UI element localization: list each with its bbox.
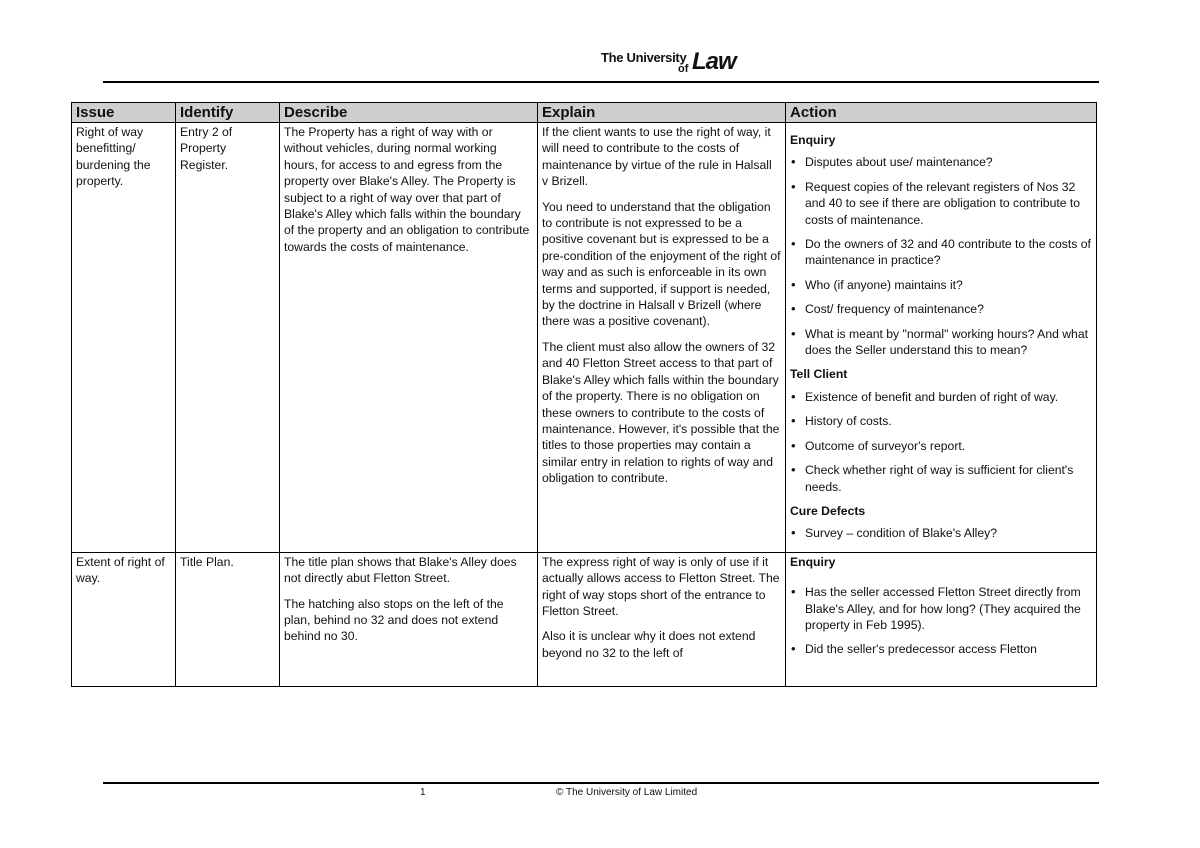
header-describe: Describe	[280, 103, 538, 123]
page-number: 1	[420, 787, 426, 798]
list-item: • Disputes about use/ maintenance?	[790, 154, 1092, 170]
row2-explain-para: Also it is unclear why it does not extend beyond no 32 to the left of	[542, 629, 756, 660]
header-identify: Identify	[176, 103, 280, 123]
logo-line3: Law	[692, 48, 736, 75]
list-item: • Do the owners of 32 and 40 contribute to the costs of maintenance in practice?	[790, 236, 1092, 269]
table-header-row	[72, 103, 1097, 123]
logo-line2: of	[678, 63, 689, 75]
logo-line1: The University	[601, 50, 687, 65]
list-item: • Existence of benefit and burden of right of way.	[790, 389, 1092, 405]
row2-identify: Title Plan.	[176, 552, 280, 686]
cure-defects-heading: Cure Defects	[790, 503, 866, 518]
enquiry-heading: Enquiry	[790, 554, 836, 569]
cure-defects-list	[790, 525, 1092, 541]
header-issue: Issue	[72, 103, 176, 123]
row2-describe-para: The title plan shows that Blake's Alley does not directly abut Fletton Street.	[284, 554, 517, 586]
copyright-notice: © The University of Law Limited	[556, 787, 698, 798]
row1-explain-para: You need to understand that the obligation to contribute is not expressed to be a positive covenant but is expressed to be a pre-condition of the enjoyment of the right of way and as such is enforceable in its own terms and supported, if support is needed, by the doctrine in Halsall v Brizell (where there was a positive covenant).	[542, 199, 781, 329]
row1-explain-para: If the client wants to use the right of way, it will need to contribute to the costs of maintenance by virtue of the rule in Halsall v Brizell.	[542, 125, 772, 189]
row2-describe-para: The hatching also stops on the left of the plan, behind no 32 and does not extend behind no 30.	[284, 596, 504, 644]
header-explain: Explain	[538, 103, 786, 123]
tell-client-list	[790, 389, 1092, 495]
table-row	[72, 123, 1097, 553]
enquiry-heading: Enquiry	[790, 133, 836, 147]
list-item: • History of costs.	[790, 413, 1092, 429]
analysis-table	[71, 102, 1097, 687]
list-item: • Who (if anyone) maintains it?	[790, 277, 1092, 293]
header-rule	[103, 81, 1099, 83]
list-item: • What is meant by "normal" working hours? And what does the Seller understand this to mean?	[790, 326, 1092, 359]
list-item: • Did the seller's predecessor access Fletton	[790, 641, 1092, 657]
tell-client-heading: Tell Client	[790, 367, 848, 382]
enquiry-list	[790, 154, 1092, 358]
row1-explain-para: The client must also allow the owners of 32 and 40 Fletton Street access to that part of Blake's Alley which falls within the boundary of the property. There is no obligation on these owners to contribute to the costs of maintenance. However, it's possible that the titles to those properties may contain a similar entry in relation to rights of way and obligation to contribute.	[542, 339, 780, 486]
row1-explain	[538, 123, 786, 553]
row1-describe: The Property has a right of way with or without vehicles, during normal working hours, for access to and egress from the property over Blake's Alley. The Property is subject to a right of way over that part of Blake's Alley which falls within the boundary of the property and an obligation to contribute towards the costs of maintenance.	[280, 123, 538, 553]
row1-identify: Entry 2 of Property Register.	[176, 123, 280, 553]
table-row	[72, 552, 1097, 686]
header-action: Action	[786, 103, 1097, 123]
row2-action	[786, 552, 1097, 686]
row1-action	[786, 123, 1097, 553]
row1-issue: Right of way benefitting/ burdening the property.	[72, 123, 176, 553]
list-item: • Has the seller accessed Fletton Street directly from Blake's Alley, and for how long? (They acquired the property in Feb 1995).	[790, 584, 1092, 633]
row2-explain-para: The express right of way is only of use if it actually allows access to Fletton Street. The right of way stops short of the entrance to Fletton Street.	[542, 554, 780, 618]
row2-issue: Extent of right of way.	[72, 552, 176, 686]
footer-rule	[103, 782, 1099, 784]
university-logo	[598, 46, 748, 76]
enquiry-list	[790, 584, 1092, 658]
list-item: • Request copies of the relevant registers of Nos 32 and 40 to see if there are obligation to contribute to costs of maintenance.	[790, 179, 1092, 228]
row2-describe	[280, 552, 538, 686]
list-item: • Outcome of surveyor's report.	[790, 438, 1092, 454]
list-item: • Check whether right of way is sufficient for client's needs.	[790, 462, 1092, 495]
list-item: • Survey – condition of Blake's Alley?	[790, 525, 1092, 541]
list-item: • Cost/ frequency of maintenance?	[790, 301, 1092, 317]
row2-explain	[538, 552, 786, 686]
